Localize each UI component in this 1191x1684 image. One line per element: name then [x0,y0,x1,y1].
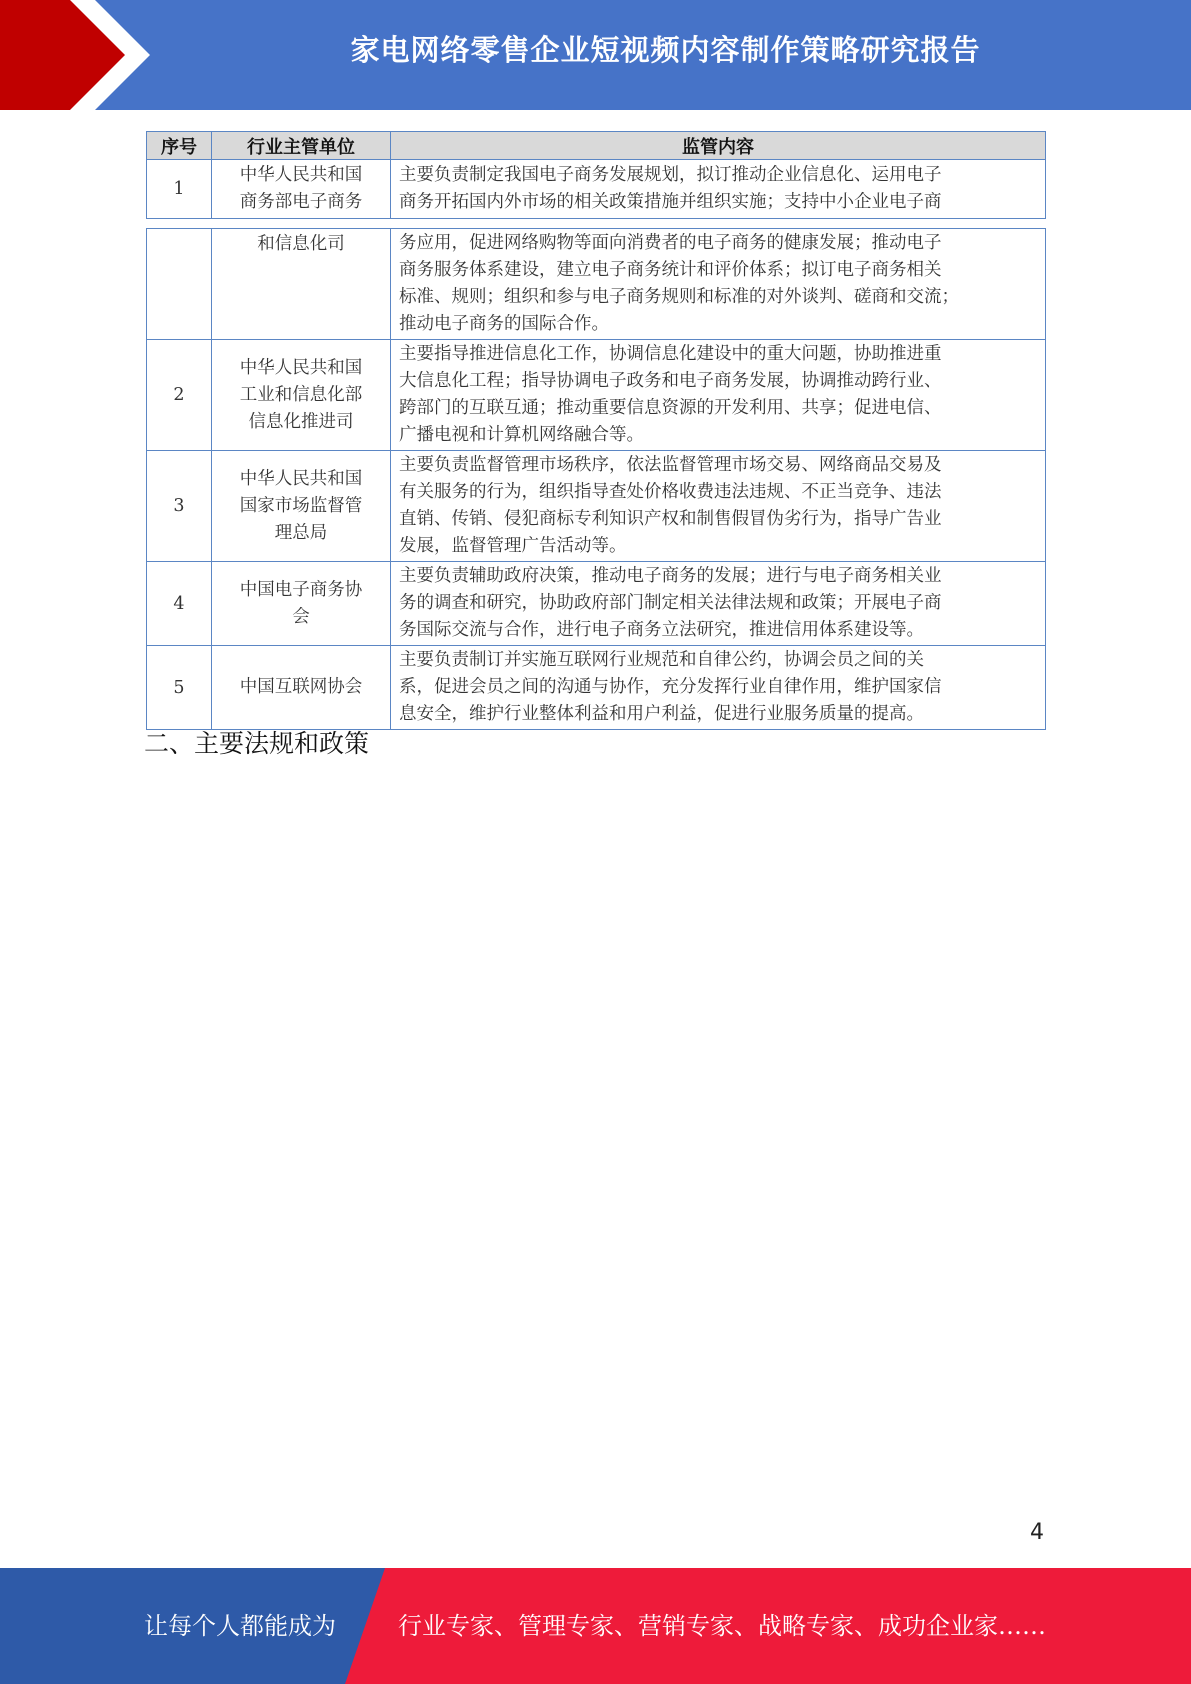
content-line: 广播电视和计算机网络融合等。 [399,425,644,445]
header-number: 序号 [147,132,212,160]
table-row [147,229,1046,340]
page-number: 4 [1030,1520,1044,1545]
row-content [391,340,1046,451]
content-line: 主要负责制订并实施互联网行业规范和自律公约，协调会员之间的关 [399,650,924,670]
content-line: 务国际交流与合作，进行电子商务立法研究，推进信用体系建设等。 [399,620,924,640]
content-line: 大信息化工程；指导协调电子政务和电子商务发展，协调推动跨行业、 [399,371,942,391]
content-line: 主要指导推进信息化工作，协调信息化建设中的重大问题，协助推进重 [399,344,942,364]
row-content [391,229,1046,340]
row-number: 4 [147,562,212,646]
row-authority [212,646,391,730]
content-line: 推动电子商务的国际合作。 [399,314,609,334]
table-row [147,451,1046,562]
content-line: 息安全，维护行业整体利益和用户利益，促进行业服务质量的提高。 [399,704,924,724]
content-line: 直销、传销、侵犯商标专利知识产权和制售假冒伪劣行为，指导广告业 [399,509,942,529]
row-authority [212,229,391,340]
authority-line: 中华人民共和国 [239,468,363,489]
regulators-table-part-1 [146,131,1046,219]
authority-line: 国家市场监督管 [239,495,363,516]
footer-slogan-left: 让每个人都能成为 [144,1612,336,1640]
page-header [0,0,1191,110]
content-line: 标准、规则；组织和参与电子商务规则和标准的对外谈判、磋商和交流； [399,287,959,307]
table-row [147,340,1046,451]
row-number: 1 [147,160,212,219]
section-heading: 二、主要法规和政策 [144,729,370,758]
content-line: 跨部门的互联互通；推动重要信息资源的开发利用、共享；促进电信、 [399,398,942,418]
content-line: 务的调查和研究，协助政府部门制定相关法律法规和政策；开展电子商 [399,593,942,613]
content-line: 主要负责辅助政府决策，推动电子商务的发展；进行与电子商务相关业 [399,566,942,586]
header-chevron-decoration [0,0,160,110]
row-authority [212,160,391,219]
content-line: 主要负责制定我国电子商务发展规划，拟订推动企业信息化、运用电子 [399,165,942,185]
authority-line: 中华人民共和国 [239,165,363,185]
row-authority [212,562,391,646]
content-line: 有关服务的行为，组织指导查处价格收费违法违规、不正当竞争、违法 [399,482,942,502]
row-number [147,229,212,340]
content-line: 务应用，促进网络购物等面向消费者的电子商务的健康发展；推动电子 [399,233,942,253]
authority-line: 中国互联网协会 [239,677,363,697]
row-authority [212,340,391,451]
authority-line: 会 [292,606,310,627]
authority-line: 信息化推进司 [248,411,354,432]
report-title: 家电网络零售企业短视频内容制作策略研究报告 [350,33,981,67]
content-line: 发展，监督管理广告活动等。 [399,536,627,556]
row-content [391,451,1046,562]
row-number: 5 [147,646,212,730]
row-content [391,160,1046,219]
table-row [147,646,1046,730]
page-footer [0,1568,1191,1684]
regulators-table-part-2 [146,228,1046,730]
header-content: 监管内容 [391,132,1046,160]
content-line: 主要负责监督管理市场秩序，依法监督管理市场交易、网络商品交易及 [399,455,942,475]
row-content [391,562,1046,646]
authority-line: 工业和信息化部 [239,384,363,405]
content-line: 商务服务体系建设，建立电子商务统计和评价体系；拟订电子商务相关 [399,260,942,280]
table-row [147,160,1046,219]
table-row [147,562,1046,646]
authority-line: 理总局 [274,522,328,543]
footer-slogan-right: 行业专家、管理专家、营销专家、战略专家、成功企业家…… [398,1612,1046,1640]
row-authority [212,451,391,562]
table-header-row [147,132,1046,160]
row-content [391,646,1046,730]
authority-line: 中华人民共和国 [239,357,363,378]
content-line: 系，促进会员之间的沟通与协作，充分发挥行业自律作用，维护国家信 [399,677,942,697]
content-line: 商务开拓国内外市场的相关政策措施并组织实施；支持中小企业电子商 [399,192,942,212]
row-number: 3 [147,451,212,562]
authority-line: 商务部电子商务 [239,192,363,212]
row-number: 2 [147,340,212,451]
authority-line: 和信息化司 [257,234,345,254]
authority-line: 中国电子商务协 [239,579,363,600]
header-authority: 行业主管单位 [212,132,391,160]
